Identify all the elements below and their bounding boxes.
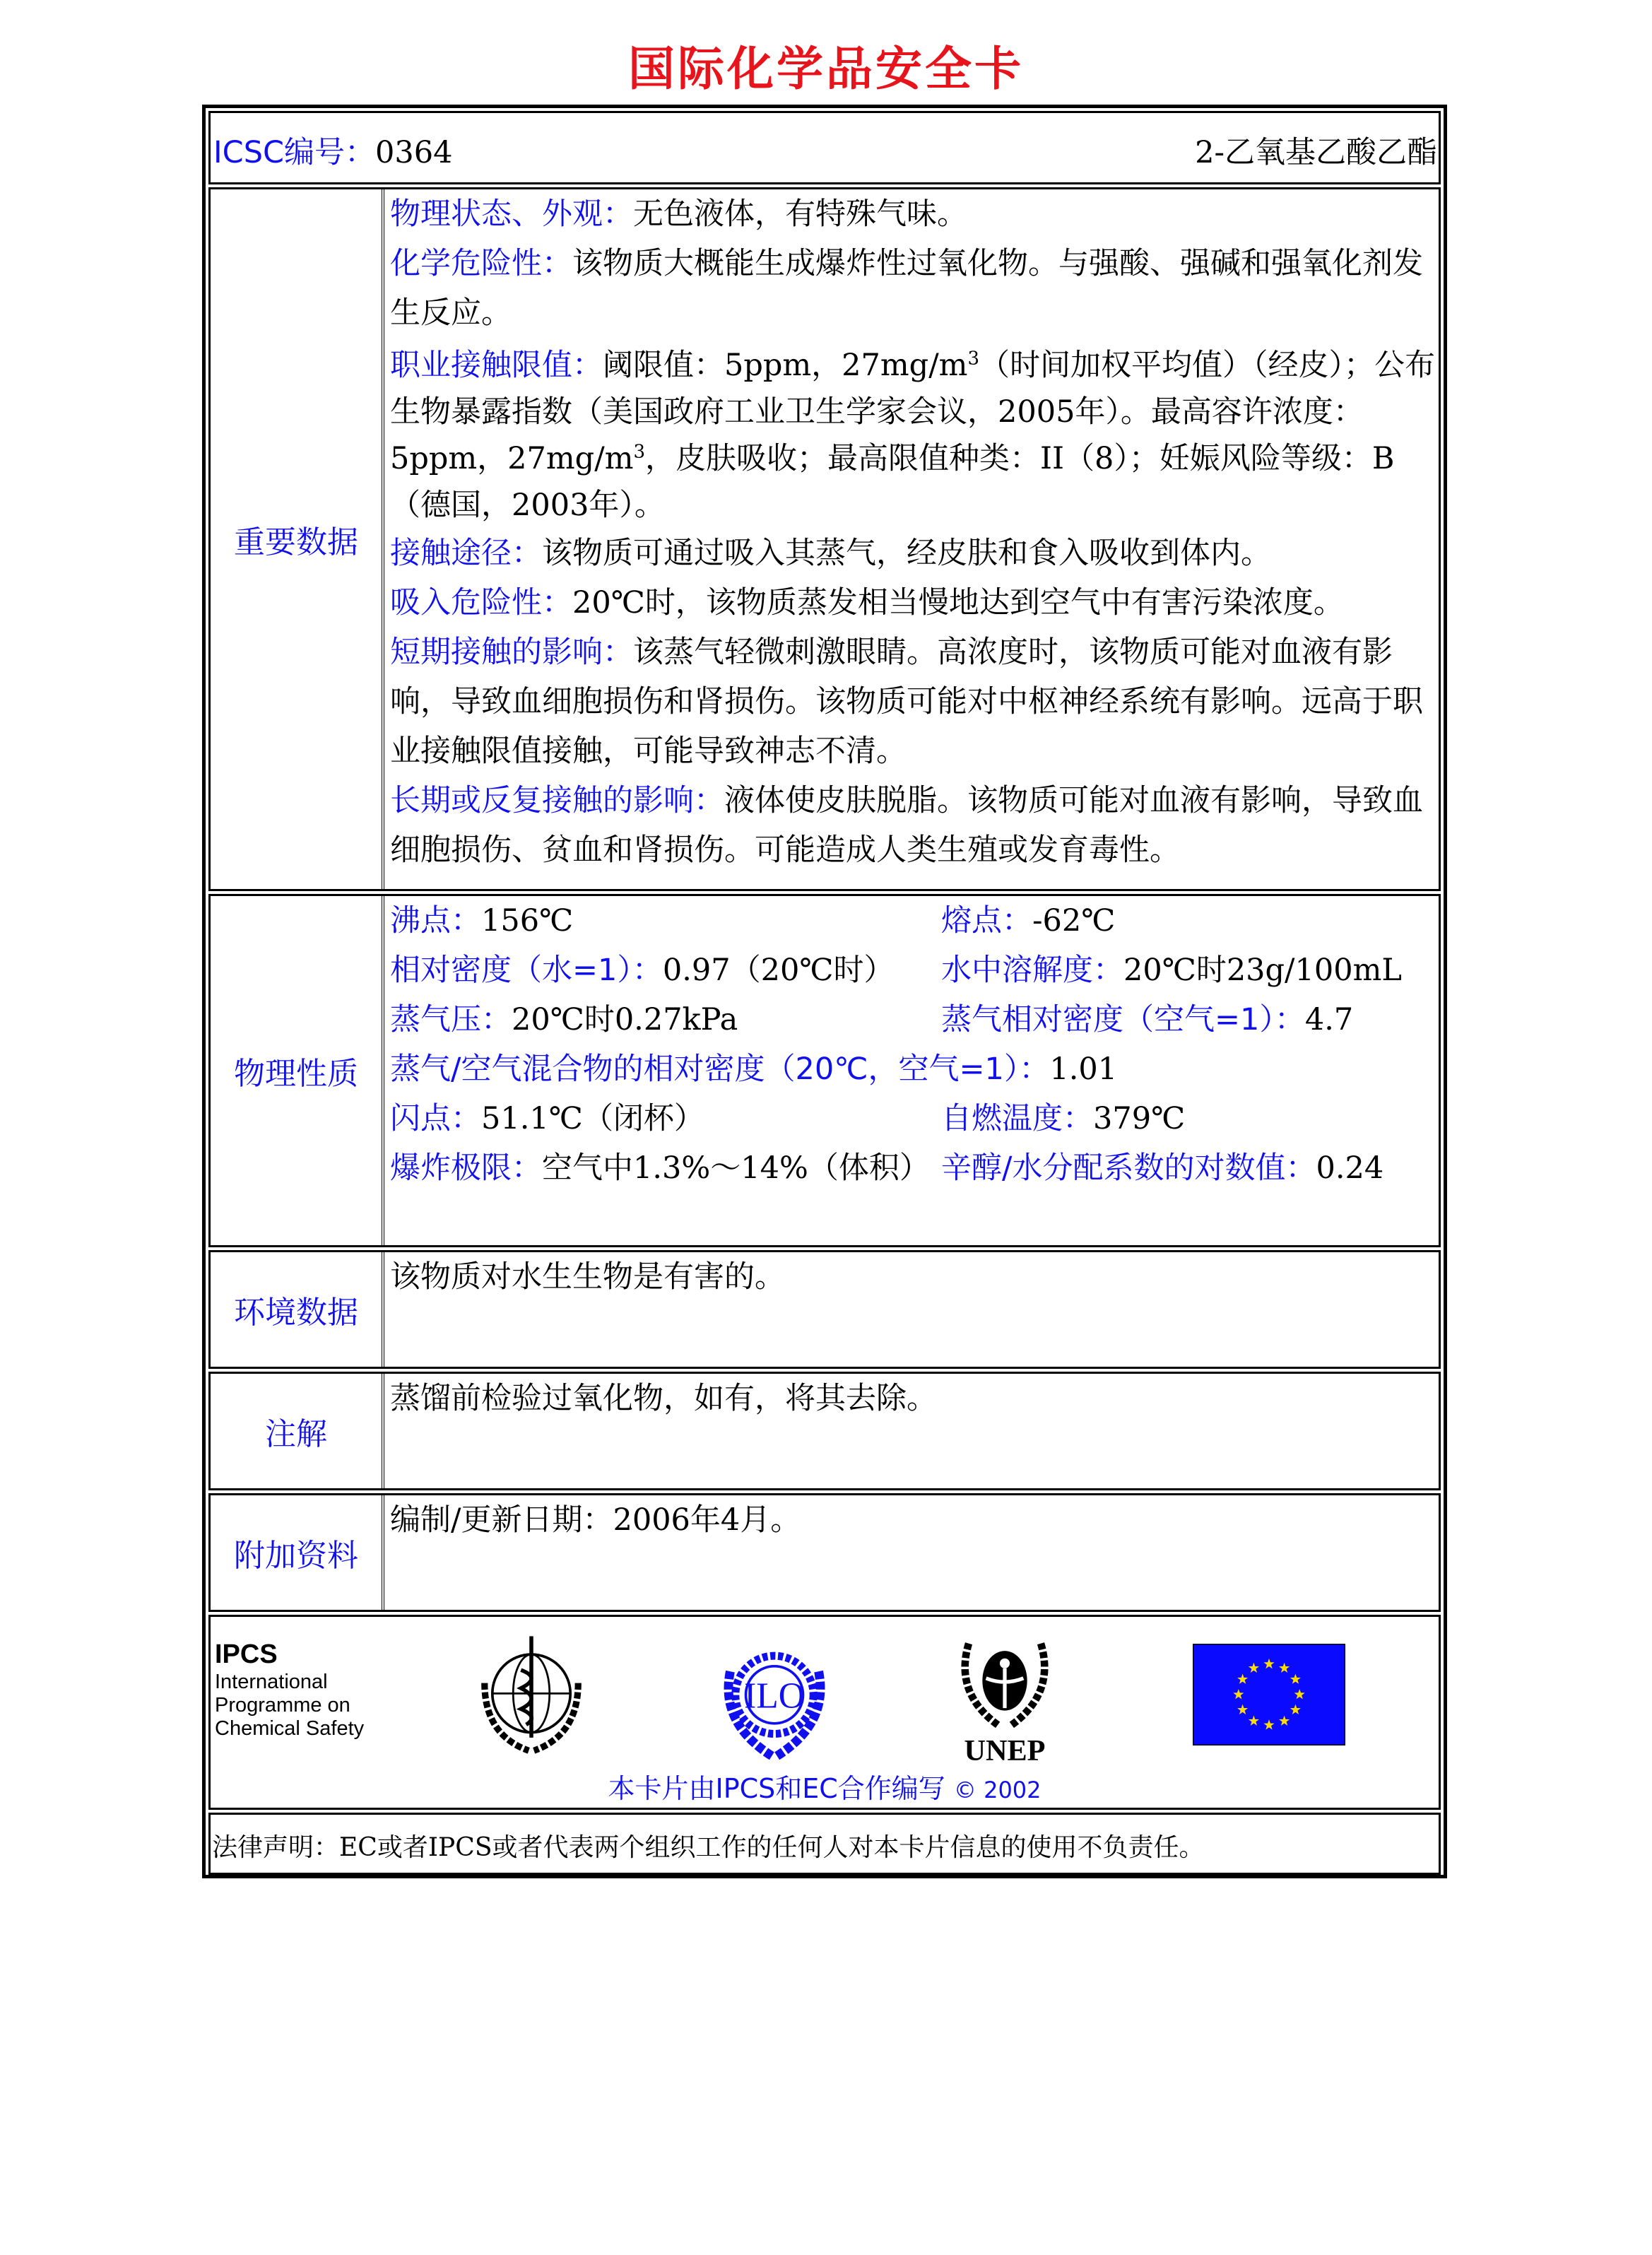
- field-label: 接触途径：: [390, 536, 542, 571]
- unep-logo-icon: [948, 1631, 1061, 1765]
- icsc-label: ICSC编号：: [213, 135, 376, 170]
- ipcs-line: International: [215, 1671, 328, 1693]
- ilo-logo-icon: [709, 1632, 839, 1762]
- eu-flag-icon: [1193, 1644, 1345, 1745]
- field-value: 4.7: [1304, 1002, 1354, 1037]
- section-label: 环境数据: [211, 1252, 384, 1367]
- field-label: 蒸气/空气混合物的相对密度（20℃，空气=1）：: [390, 1052, 1050, 1087]
- icsc-number: 0364: [375, 135, 453, 170]
- section-label: 附加资料: [211, 1495, 384, 1610]
- ipcs-block: [215, 1638, 364, 1741]
- field-value: 0.97（20℃时）: [662, 953, 895, 988]
- field-label: 熔点：: [941, 903, 1032, 938]
- field-value: 20℃时0.27kPa: [512, 1002, 738, 1037]
- notes-text: 蒸馏前检验过氧化物，如有，将其去除。: [390, 1381, 937, 1416]
- field-label: 沸点：: [390, 903, 481, 938]
- safety-card: [202, 105, 1447, 1878]
- field-value: 该物质可通过吸入其蒸气，经皮肤和食入吸收到体内。: [542, 536, 1271, 571]
- field-value: 156℃: [481, 903, 574, 938]
- important-data-row: [208, 187, 1441, 891]
- field-value: -62℃: [1032, 903, 1116, 938]
- ipcs-line: Chemical Safety: [215, 1717, 365, 1740]
- additional-text: 编制/更新日期：2006年4月。: [390, 1502, 801, 1538]
- field-value: 该物质大概能生成爆炸性过氧化物。与强酸、强碱和强氧化剂发生反应。: [390, 246, 1423, 331]
- who-logo-icon: [466, 1631, 596, 1761]
- copyright-text: © 2002: [953, 1777, 1042, 1803]
- field-label: 爆炸极限：: [390, 1150, 542, 1186]
- field-value: （时间加权平均值）（经皮）；公布生物暴露指数（美国政府工业卫生学家会议，2005年）。最高容许浓度：5ppm，27mg/m: [390, 348, 1436, 476]
- field-label: 闪点：: [390, 1101, 481, 1136]
- field-label: 化学危险性：: [390, 246, 572, 281]
- section-label: 注解: [211, 1374, 384, 1488]
- field-label: 物理状态、外观：: [390, 196, 633, 232]
- field-value: 0.24: [1316, 1150, 1384, 1186]
- field-value: 20℃时23g/100mL: [1123, 953, 1402, 988]
- field-label: 辛醇/水分配系数的对数值：: [941, 1150, 1316, 1186]
- section-label: 重要数据: [211, 189, 384, 889]
- svg-text:ILO: ILO: [744, 1676, 805, 1717]
- field-label: 水中溶解度：: [941, 953, 1123, 988]
- field-label: 长期或反复接触的影响：: [390, 783, 724, 818]
- superscript: 3: [967, 348, 980, 370]
- field-label: 蒸气相对密度（空气=1）：: [941, 1002, 1305, 1037]
- field-label: 蒸气压：: [390, 1002, 512, 1037]
- field-label: 自燃温度：: [941, 1101, 1093, 1136]
- section-label: 物理性质: [211, 896, 384, 1245]
- physical-properties-row: [208, 894, 1441, 1247]
- superscript: 3: [633, 441, 646, 463]
- legal-text: EC或者IPCS或者代表两个组织工作的任何人对本卡片信息的使用不负责任。: [339, 1833, 1205, 1862]
- field-value: 51.1℃（闭杯）: [481, 1101, 704, 1136]
- ipcs-title: IPCS: [215, 1639, 278, 1669]
- legal-label: 法律声明：: [212, 1833, 340, 1862]
- field-label: 吸入危险性：: [390, 585, 572, 620]
- unep-text: UNEP: [964, 1733, 1046, 1765]
- page-title: 国际化学品安全卡: [628, 42, 1024, 96]
- field-value: 1.01: [1049, 1052, 1118, 1087]
- field-label: 相对密度（水=1）：: [390, 953, 663, 988]
- field-value: 空气中1.3%～14%（体积）: [542, 1150, 930, 1186]
- header-row: [208, 111, 1441, 184]
- ipcs-line: Programme on: [215, 1694, 350, 1717]
- notes-row: [208, 1372, 1441, 1490]
- chemical-name: 2-乙氧基乙酸乙酯: [1195, 135, 1437, 170]
- credit-text: 本卡片由IPCS和EC合作编写: [608, 1773, 945, 1804]
- field-value: 液体使皮肤脱脂。该物质可能对血液有影响，导致血细胞损伤、贫血和肾损伤。可能造成人类生殖或发育毒性。: [390, 783, 1423, 868]
- footer-logos-row: [208, 1615, 1441, 1810]
- environment-row: [208, 1250, 1441, 1369]
- field-value: 阈限值：5ppm，27mg/m: [603, 348, 968, 383]
- legal-row: [208, 1813, 1441, 1875]
- field-value: ，皮肤吸收；最高限值种类：II（8）；妊娠风险等级：B（德国，2003年）。: [390, 441, 1395, 523]
- field-value: 该蒸气轻微刺激眼睛。高浓度时，该物质可能对血液有影响，导致血细胞损伤和肾损伤。该物质可能对中枢神经系统有影响。远高于职业接触限值接触，可能导致神志不清。: [390, 635, 1423, 769]
- field-value: 379℃: [1093, 1101, 1186, 1136]
- field-label: 短期接触的影响：: [390, 635, 633, 670]
- environment-text: 该物质对水生生物是有害的。: [390, 1259, 785, 1295]
- field-value: 20℃时，该物质蒸发相当慢地达到空气中有害污染浓度。: [572, 585, 1344, 620]
- field-value: 无色液体，有特殊气味。: [633, 196, 967, 232]
- additional-row: [208, 1493, 1441, 1612]
- field-label: 职业接触限值：: [390, 348, 603, 383]
